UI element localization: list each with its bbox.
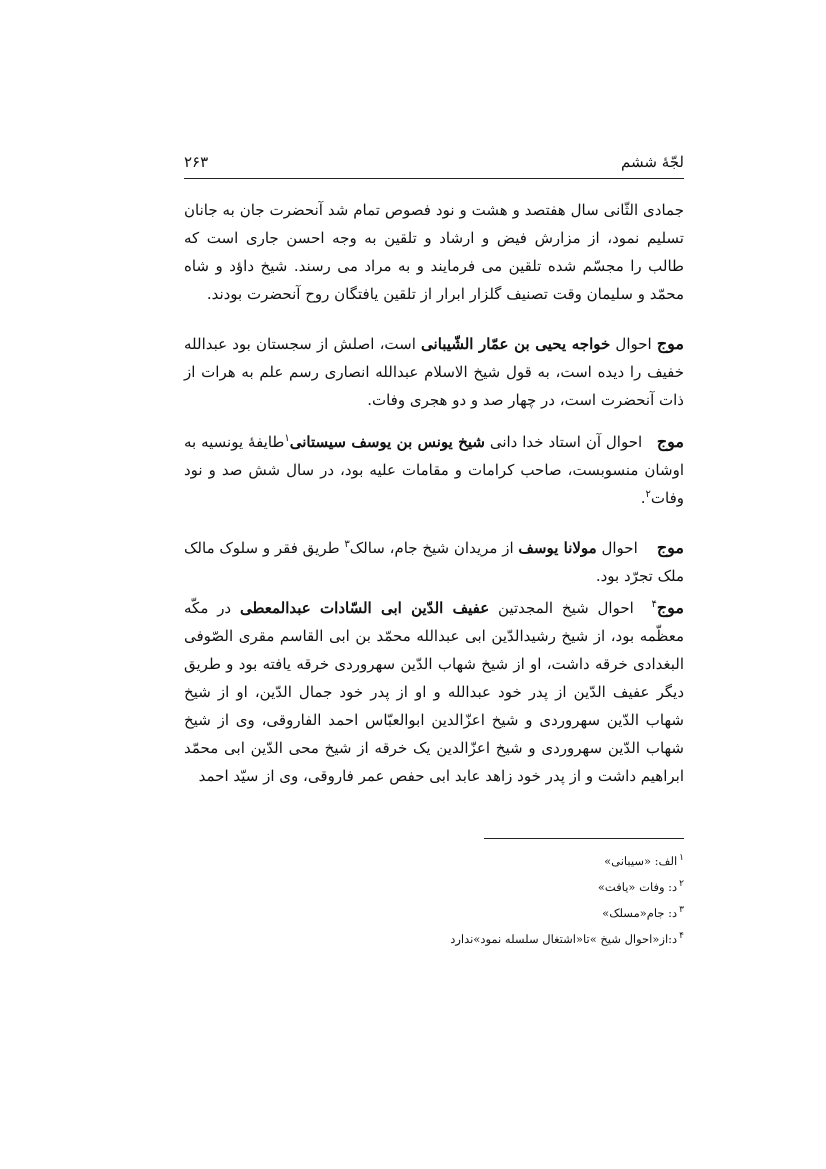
person-name: عفیف الدّین ابی السّادات عبدالمعطی (239, 599, 490, 617)
footnote-rule (484, 838, 684, 839)
mawj-heading: موج (656, 538, 684, 557)
person-name: شیخ یونس بن یوسف سیستانی (289, 433, 485, 451)
chapter-title: لجّۀ ششم (621, 153, 684, 171)
footnote-2: $^۲$د: وفات «یافت» (597, 879, 684, 894)
footnote-ref: ۲ (645, 489, 651, 500)
main-text (184, 196, 684, 790)
paragraph-3: موج احوال آن استاد خدا دانی شیخ یونس بن یوسف سیستانی$^۱$طایفۀ یونسیه به اوشان منسوبست، صاحب کرامات و مقامات علیه بود، در سال شش صد و نود وفات$^۲$. (184, 432, 684, 507)
header-rule (184, 178, 684, 179)
paragraph-5: موج$^۴$ احوال شیخ المجدتین عفیف الدّین ابی السّادات عبدالمعطی در مکّه معظّمه بود، از شیخ رشیدالدّین ابی عبدالله محمّد بن ابی القاسم مقری الصّوفی البغدادی خرقه داشت، او از شیخ شهاب الدّین سهروردی خرقه یافته بود و طریق دیگر عفیف الدّین از پدر خود عبدالله و او از پدر خود جمال الدّین، او از شیخ شهاب الدّین سهروردی و شیخ اعزّالدین ابوالعبّاس احمد الفاروقی، وی از شیخ شهاب الدّین سهروردی و شیخ اعزّالدین یک خرقه از شیخ محی الدّین ابی محمّد ابراهیم داشت و از پدر خود زاهد عابد ابی حفص عمر فاروقی، وی از سیّد احمد (184, 598, 684, 785)
page-header (184, 150, 684, 174)
paragraph-4: موج احوال مولانا یوسف از مریدان شیخ جام، سالک$^۳$ طریق فقر و سلوک مالک ملک تجرّد بود. (184, 538, 684, 585)
mawj-heading: موج (656, 432, 684, 451)
footnote-3: $^۳$د: جام«مسلک» (602, 905, 684, 920)
footnote-ref: ۱ (284, 433, 290, 444)
mawj-heading: موج (656, 334, 684, 353)
paragraph-2: موج احوال خواجه یحیی بن عمّار الشّیبانی است، اصلش از سجستان بود عبدالله خفیف را دیده است، به قول شیخ الاسلام عبدالله انصاری رسم علم به هرات از ذات آنحضرت است، در چهار صد و دو هجری وفات. (184, 334, 684, 409)
mawj-heading: موج (656, 598, 684, 617)
footnote-ref: ۳ (344, 539, 350, 550)
footnote-1: $^۱$الف: «سیبانی» (604, 853, 684, 868)
page-number: ۲۶۳ (184, 153, 209, 171)
person-name: خواجه یحیی بن عمّار الشّیبانی (421, 335, 611, 353)
footnotes (384, 848, 684, 952)
paragraph-1: جمادی الثّانی سال هفتصد و هشت و نود فصوص تمام شد آنحضرت جان به جانان تسلیم نمود، از مزارش فیض و ارشاد و تلقین به وجه احسن جاری است که طالب را مجسّم شده تلقین می فرمایند و به مراد می رسند. شیخ داؤد و شاه محمّد و سلیمان وقت تصنیف گلزار ابرار از تلقین یافتگان روح آنحضرت بودند. (184, 201, 684, 303)
footnote-ref: ۴ (651, 599, 657, 610)
footnote-4: $^۴$د:از«احوال شیخ »تا«اشتغال سلسله نمود»ندارد (450, 931, 684, 946)
person-name: مولانا یوسف (518, 539, 597, 557)
